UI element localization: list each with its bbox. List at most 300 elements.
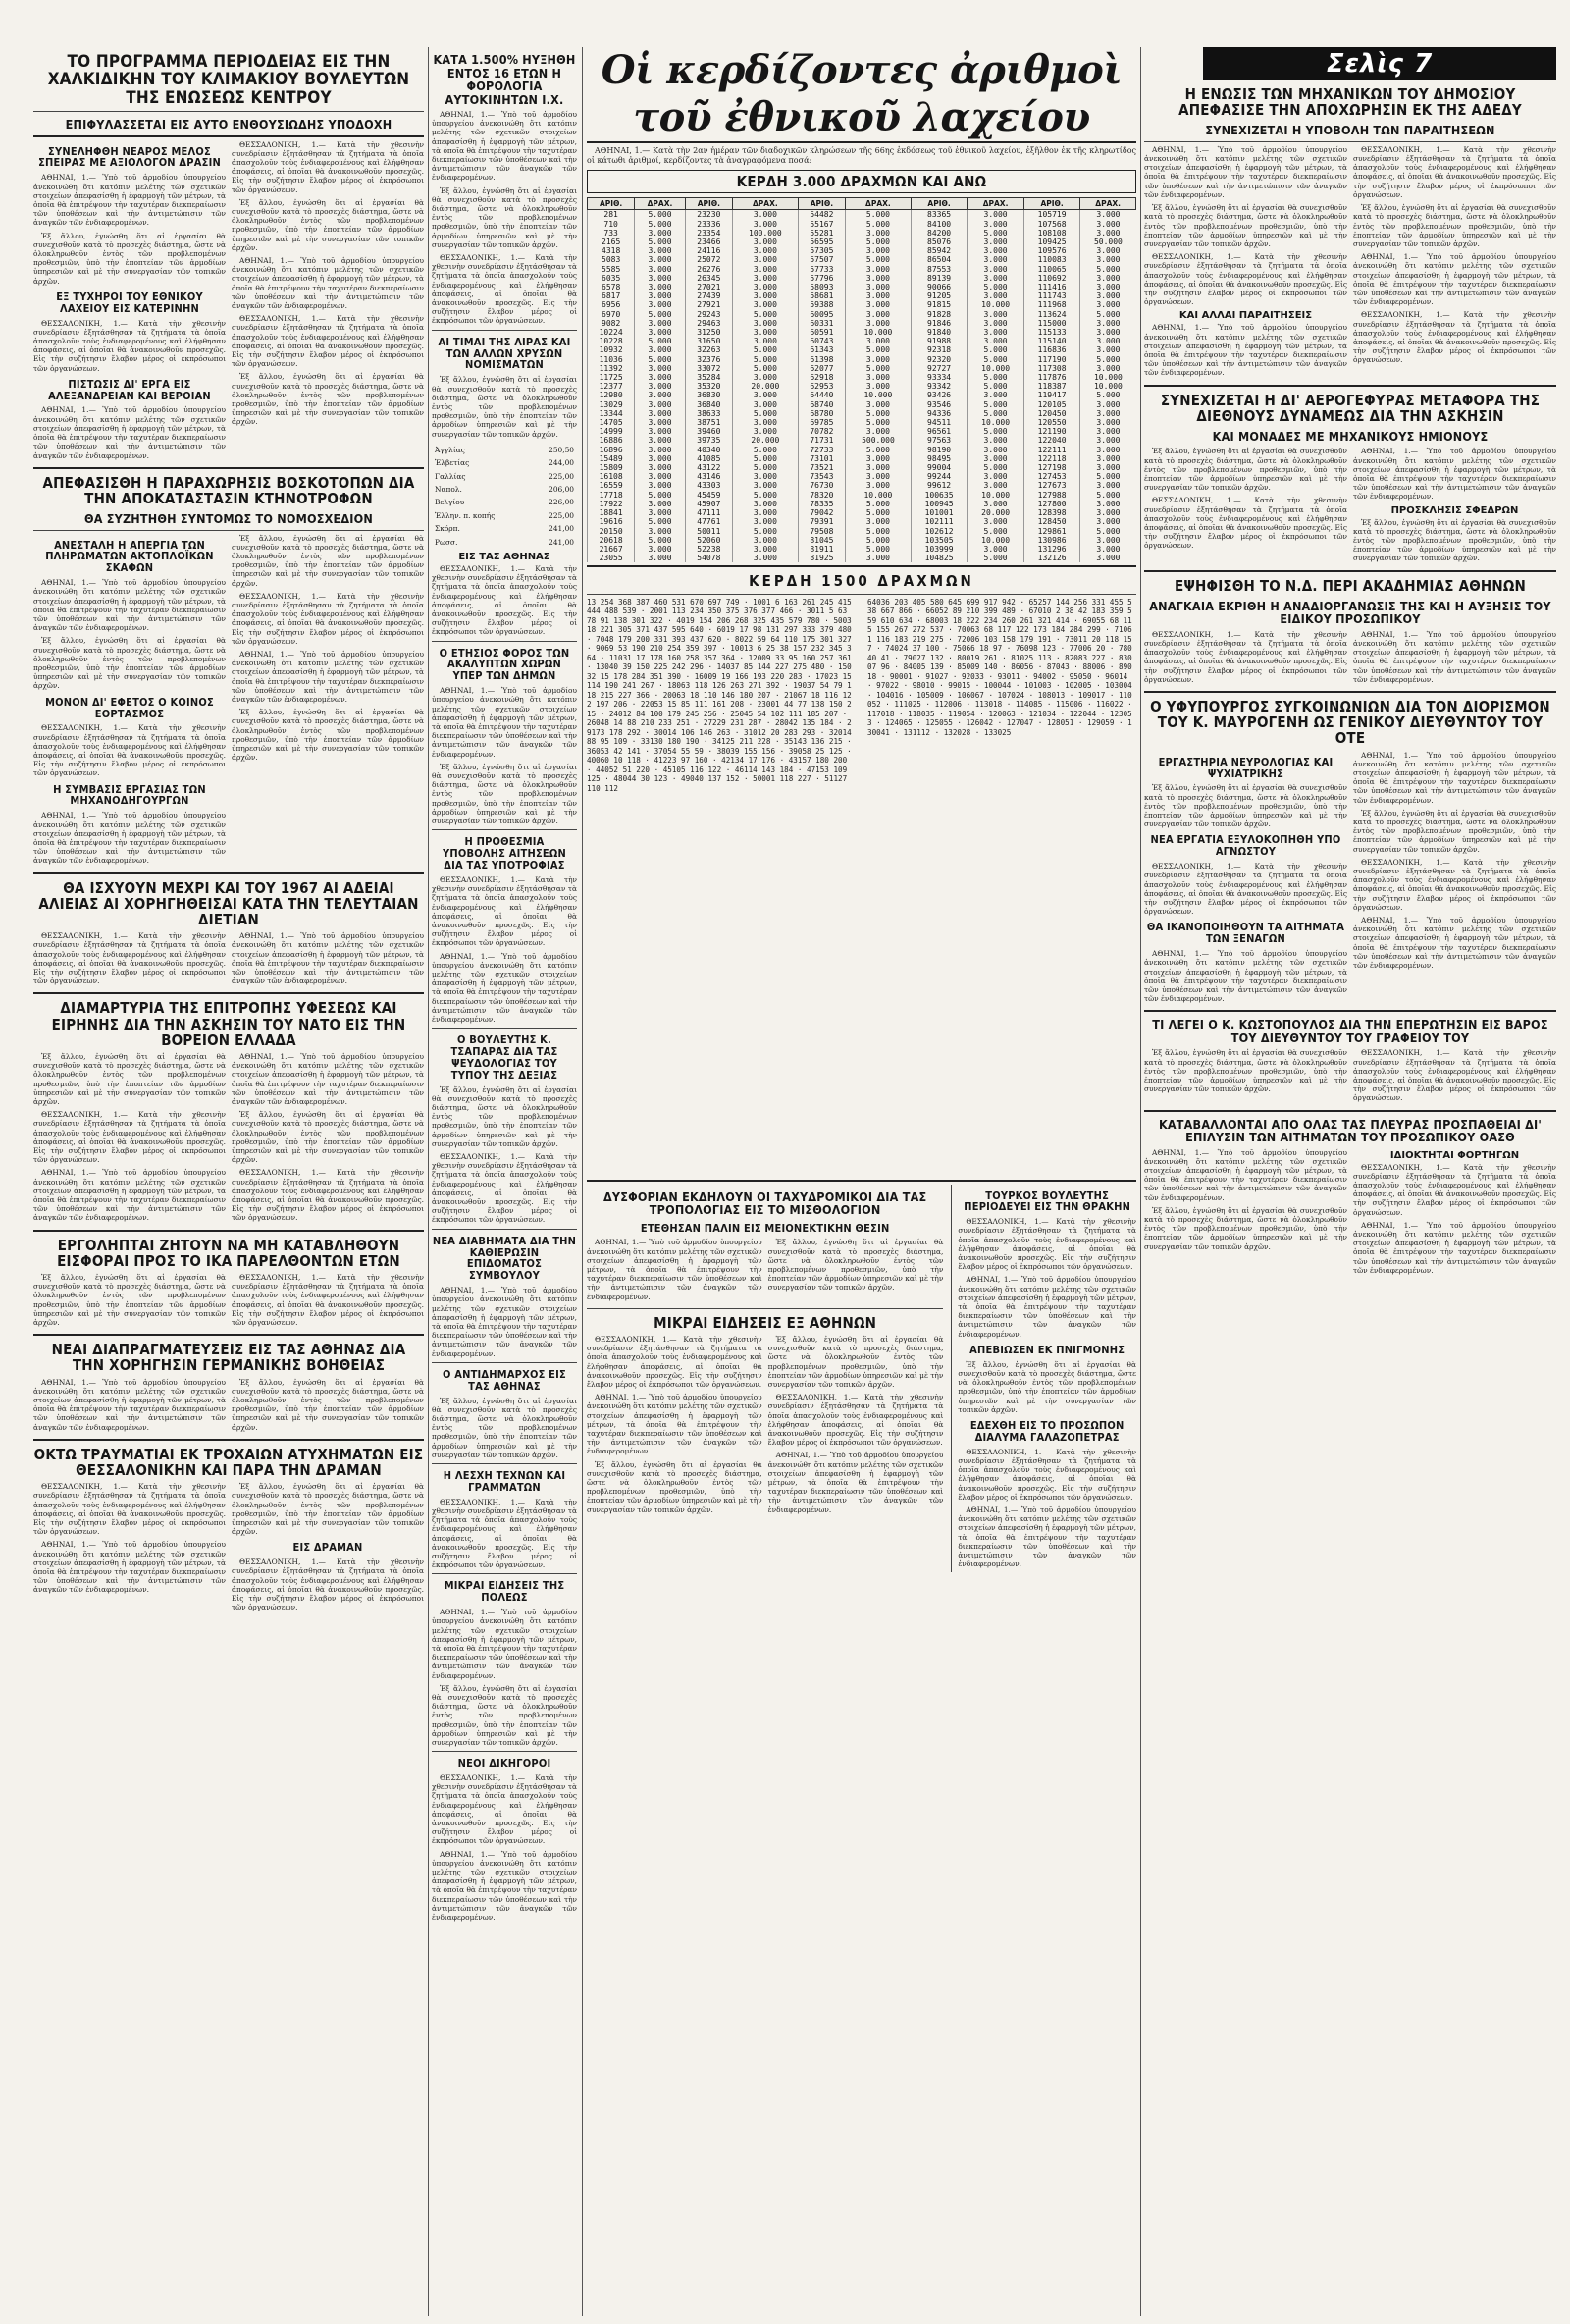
table-cell: 60591 — [798, 328, 845, 337]
table-cell: 39460 — [685, 427, 732, 436]
two-column-block — [1144, 1148, 1556, 1279]
table-cell: 3.000 — [732, 472, 798, 481]
article-text: Ἐξ ἄλλου, ἐγνώσθη ὅτι αἱ ἐργασίαι θὰ συνεχισθοῦν κατὰ τὸ προσεχὲς διάστημα, ὥστε νὰ ὁλοκληρωθοῦν ἐντὸς τῶν προβλεπομένων προθεσμιῶν, ὑπὸ τὴν ἐποπτείαν τῶν ἁρμοδίων ὑπηρεσιῶν καὶ μὲ τὴν συνεργασίαν τῶν τοπικῶν ἀρχῶν. — [1144, 447, 1347, 493]
article-text: ΘΕΣΣΑΛΟΝΙΚΗ, 1.— Κατὰ τὴν χθεσινὴν συνεδρίασιν ἐξητάσθησαν τὰ ζητήματα τὰ ὁποῖα ἀπασχολοῦν τοὺς ἐνδιαφερομένους καὶ ἐλήφθησαν ἀποφάσεις, αἱ ὁποῖαι θὰ ἀνακοινωθοῦν προσεχῶς. Εἰς τὴν συζήτησιν ἔλαβον μέρος οἱ ἐκπρόσωποι τῶν ὀργανώσεων. — [958, 1447, 1136, 1502]
article-text: ΑΘΗΝΑΙ, 1.— Ὑπὸ τοῦ ἁρμοδίου ὑπουργείου ἀνεκοινώθη ὅτι κατόπιν μελέτης τῶν σχετικῶν στοιχείων ἀπεφασίσθη ἡ ἐφαρμογὴ τῶν μέτρων, τὰ ὁποῖα θὰ ἐπιτρέψουν τὴν ταχυτέραν διεκπεραίωσιν τῶν ὑποθέσεων καὶ τὴν ἀντιμετώπισιν τῶν ἀναγκῶν τῶν ἐνδιαφερομένων. — [33, 173, 226, 228]
table-cell: 3.000 — [732, 274, 798, 283]
table-cell: 5.000 — [846, 536, 912, 545]
table-cell: 3.000 — [968, 291, 1024, 300]
table-row — [588, 265, 1136, 274]
table-cell: 5.000 — [732, 463, 798, 472]
article-text: Ἐξ ἄλλου, ἐγνώσθη ὅτι αἱ ἐργασίαι θὰ συνεχισθοῦν κατὰ τὸ προσεχὲς διάστημα, ὥστε νὰ ὁλοκληρωθοῦν ἐντὸς τῶν προβλεπομένων προθεσμιῶν, ὑπὸ τὴν ἐποπτείαν τῶν ἁρμοδίων ὑπηρεσιῶν καὶ μὲ τὴν συνεργασίαν τῶν τοπικῶν ἀρχῶν. — [432, 762, 577, 826]
table-cell: 109425 — [1023, 238, 1080, 246]
table-cell: 91988 — [911, 337, 968, 345]
headline: ΝΕΟΙ ΔΙΚΗΓΟΡΟΙ — [457, 1757, 551, 1770]
article-text: ΑΘΗΝΑΙ, 1.— Ὑπὸ τοῦ ἁρμοδίου ὑπουργείου ἀνεκοινώθη ὅτι κατόπιν μελέτης τῶν σχετικῶν στοιχείων ἀπεφασίσθη ἡ ἐφαρμογὴ τῶν μέτρων, τὰ ὁποῖα θὰ ἐπιτρέψουν τὴν ταχυτέραν διεκπεραίωσιν τῶν ὑποθέσεων καὶ τὴν ἀντιμετώπισιν τῶν ἀναγκῶν τῶν ἐνδιαφερομένων. — [958, 1505, 1136, 1569]
divider — [33, 530, 424, 531]
divider — [33, 1230, 424, 1232]
table-cell: 3.000 — [635, 481, 685, 490]
table-cell: 78320 — [798, 491, 845, 500]
table-cell: 5.000 — [1080, 472, 1136, 481]
article-text: ΘΕΣΣΑΛΟΝΙΚΗ, 1.— Κατὰ τὴν χθεσινὴν συνεδρίασιν ἐξητάσθησαν τὰ ζητήματα τὰ ὁποῖα ἀπασχολοῦν τοὺς ἐνδιαφερομένους καὶ ἐλήφθησαν ἀποφάσεις, αἱ ὁποῖαι θὰ ἀνακοινωθοῦν προσεχῶς. Εἰς τὴν συζήτησιν ἔλαβον μέρος οἱ ἐκπρόσωποι τῶν ὀργανώσεων. — [33, 1110, 226, 1165]
article-text: ΑΘΗΝΑΙ, 1.— Ὑπὸ τοῦ ἁρμοδίου ὑπουργείου ἀνεκοινώθη ὅτι κατόπιν μελέτης τῶν σχετικῶν στοιχείων ἀπεφασίσθη ἡ ἐφαρμογὴ τῶν μέτρων, τὰ ὁποῖα θὰ ἐπιτρέψουν τὴν ταχυτέραν διεκπεραίωσιν τῶν ὑποθέσεων καὶ τὴν ἀντιμετώπισιν τῶν ἀναγκῶν τῶν ἐνδιαφερομένων. — [1353, 447, 1556, 502]
table-row — [588, 229, 1136, 238]
table-row — [588, 337, 1136, 345]
table-cell: 94511 — [911, 418, 968, 427]
table-cell: 3.000 — [1080, 364, 1136, 373]
table-cell: 5.000 — [846, 345, 912, 354]
table-cell: 52060 — [685, 536, 732, 545]
table-row — [434, 523, 575, 534]
article-text: ΑΘΗΝΑΙ, 1.— Ὑπὸ τοῦ ἁρμοδίου ὑπουργείου ἀνεκοινώθη ὅτι κατόπιν μελέτης τῶν σχετικῶν στοιχείων ἀπεφασίσθη ἡ ἐφαρμογὴ τῶν μέτρων, τὰ ὁποῖα θὰ ἐπιτρέψουν τὴν ταχυτέραν διεκπεραίωσιν τῶν ὑποθέσεων καὶ τὴν ἀντιμετώπισιν τῶν ἀναγκῶν τῶν ἐνδιαφερομένων. — [587, 1393, 762, 1456]
table-cell: 3.000 — [1080, 220, 1136, 229]
table-cell: 5.000 — [846, 409, 912, 418]
prize-header: ΚΕΡΔΗ 3.000 ΔΡΑΧΜΩΝ ΚΑΙ ΑΝΩ — [736, 173, 987, 190]
table-row — [588, 373, 1136, 382]
table-cell: 81045 — [798, 536, 845, 545]
table-cell: 3.000 — [1080, 274, 1136, 283]
table-cell: 225,00 — [549, 471, 574, 481]
table-header-row — [588, 198, 1136, 210]
table-cell: 3.000 — [635, 554, 685, 562]
table-cell: 5.000 — [968, 427, 1024, 436]
table-cell: 107568 — [1023, 220, 1080, 229]
table-cell: 3.000 — [732, 337, 798, 345]
table-cell: 92318 — [911, 345, 968, 354]
article-text: ΘΕΣΣΑΛΟΝΙΚΗ, 1.— Κατὰ τὴν χθεσινὴν συνεδρίασιν ἐξητάσθησαν τὰ ζητήματα τὰ ὁποῖα ἀπασχολοῦν τοὺς ἐνδιαφερομένους καὶ ἐλήφθησαν ἀποφάσεις, αἱ ὁποῖαι θὰ ἀνακοινωθοῦν προσεχῶς. Εἰς τὴν συζήτησιν ἔλαβον μέρος οἱ ἐκπρόσωποι τῶν ὀργανώσεων. — [1144, 252, 1347, 307]
article-text: Ἐξ ἄλλου, ἐγνώσθη ὅτι αἱ ἐργασίαι θὰ συνεχισθοῦν κατὰ τὸ προσεχὲς διάστημα, ὥστε νὰ ὁλοκληρωθοῦν ἐντὸς τῶν προβλεπομένων προθεσμιῶν, ὑπὸ τὴν ἐποπτείαν τῶν ἁρμοδίων ὑπηρεσιῶν καὶ μὲ τὴν συνεργασίαν τῶν τοπικῶν ἀρχῶν. — [232, 1377, 424, 1432]
table-cell: 61343 — [798, 345, 845, 354]
table-cell: 27439 — [685, 291, 732, 300]
table-cell: 85076 — [911, 238, 968, 246]
two-column-block — [587, 1335, 943, 1518]
table-cell: 54482 — [798, 210, 845, 220]
table-cell: 43122 — [685, 463, 732, 472]
table-cell: 100945 — [911, 500, 968, 508]
divider — [1144, 691, 1556, 693]
table-cell: 93426 — [911, 391, 968, 399]
table-cell: 130986 — [1023, 536, 1080, 545]
table-cell: 5.000 — [846, 220, 912, 229]
table-cell: 3.000 — [635, 229, 685, 238]
article-text: ΘΕΣΣΑΛΟΝΙΚΗ, 1.— Κατὰ τὴν χθεσινὴν συνεδρίασιν ἐξητάσθησαν τὰ ζητήματα τὰ ὁποῖα ἀπασχολοῦν τοὺς ἐνδιαφερομένους καὶ ἐλήφθησαν ἀποφάσεις, αἱ ὁποῖαι θὰ ἀνακοινωθοῦν προσεχῶς. Εἰς τὴν συζήτησιν ἔλαβον μέρος οἱ ἐκπρόσωποι τῶν ὀργανώσεων. — [232, 1558, 424, 1612]
article-text: ΘΕΣΣΑΛΟΝΙΚΗ, 1.— Κατὰ τὴν χθεσινὴν συνεδρίασιν ἐξητάσθησαν τὰ ζητήματα τὰ ὁποῖα ἀπασχολοῦν τοὺς ἐνδιαφερομένους καὶ ἐλήφθησαν ἀποφάσεις, αἱ ὁποῖαι θὰ ἀνακοινωθοῦν προσεχῶς. Εἰς τὴν συζήτησιν ἔλαβον μέρος οἱ ἐκπρόσωποι τῶν ὀργανώσεων. — [432, 874, 577, 948]
article-text: ΑΘΗΝΑΙ, 1.— Ὑπὸ τοῦ ἁρμοδίου ὑπουργείου ἀνεκοινώθη ὅτι κατόπιν μελέτης τῶν σχετικῶν στοιχείων ἀπεφασίσθη ἡ ἐφαρμογὴ τῶν μέτρων, τὰ ὁποῖα θὰ ἐπιτρέψουν τὴν ταχυτέραν διεκπεραίωσιν τῶν ὑποθέσεων καὶ τὴν ἀντιμετώπισιν τῶν ἀναγκῶν τῶν ἐνδιαφερομένων. — [33, 811, 226, 866]
table-cell: 3.000 — [846, 265, 912, 274]
divider — [587, 1180, 1136, 1182]
headline: ΚΑΤΑΒΑΛΛΟΝΤΑΙ ΑΠΟ ΟΛΑΣ ΤΑΣ ΠΛΕΥΡΑΣ ΠΡΟΣΠΑΘΕΙΑΙ ΔΙ' ΕΠΙΛΥΣΙΝ ΤΩΝ ΑΙΤΗΜΑΤΩΝ ΤΟΥ ΠΡΟΣΩΠΙΚΟΥ ΟΑΣΘ — [1158, 1116, 1543, 1145]
table-cell: 92320 — [911, 355, 968, 364]
table-cell: 3.000 — [732, 481, 798, 490]
table-cell: 23466 — [685, 238, 732, 246]
table-cell: 73101 — [798, 454, 845, 463]
divider — [432, 829, 577, 830]
table-cell: 109576 — [1023, 246, 1080, 255]
table-cell: 3.000 — [846, 400, 912, 409]
table-cell: 54078 — [685, 554, 732, 562]
table-cell: 3.000 — [1080, 246, 1136, 255]
table-cell: 3.000 — [635, 409, 685, 418]
table-cell: 32263 — [685, 345, 732, 354]
table-cell: 3.000 — [846, 463, 912, 472]
table-cell: 40340 — [685, 446, 732, 454]
article-text: Ἐξ ἄλλου, ἐγνώσθη ὅτι αἱ ἐργασίαι θὰ συνεχισθοῦν κατὰ τὸ προσεχὲς διάστημα, ὥστε νὰ ὁλοκληρωθοῦν ἐντὸς τῶν προβλεπομένων προθεσμιῶν, ὑπὸ τὴν ἐποπτείαν τῶν ἁρμοδίων ὑπηρεσιῶν καὶ μὲ τὴν συνεργασίαν τῶν τοπικῶν ἀρχῶν. — [587, 1459, 762, 1514]
table-cell: 120550 — [1023, 418, 1080, 427]
headline: ΑΠΕΒΙΩΣΕΝ ΕΚ ΠΝΙΓΜΟΝΗΣ — [969, 1343, 1125, 1356]
table-cell: 127800 — [1023, 500, 1080, 508]
article-text: ΑΘΗΝΑΙ, 1.— Ὑπὸ τοῦ ἁρμοδίου ὑπουργείου ἀνεκοινώθη ὅτι κατόπιν μελέτης τῶν σχετικῶν στοιχείων ἀπεφασίσθη ἡ ἐφαρμογὴ τῶν μέτρων, τὰ ὁποῖα θὰ ἐπιτρέψουν τὴν ταχυτέραν διεκπεραίωσιν τῶν ὑποθέσεων καὶ τὴν ἀντιμετώπισιν τῶν ἀναγκῶν τῶν ἐνδιαφερομένων. — [232, 1051, 424, 1106]
article-text: ΘΕΣΣΑΛΟΝΙΚΗ, 1.— Κατὰ τὴν χθεσινὴν συνεδρίασιν ἐξητάσθησαν τὰ ζητήματα τὰ ὁποῖα ἀπασχολοῦν τοὺς ἐνδιαφερομένους καὶ ἐλήφθησαν ἀποφάσεις, αἱ ὁποῖαι θὰ ἀνακοινωθοῦν προσεχῶς. Εἰς τὴν συζήτησιν ἔλαβον μέρος οἱ ἐκπρόσωποι τῶν ὀργανώσεων. — [1353, 310, 1556, 365]
headline: ΣΥΝΕΧΙΖΕΤΑΙ Η ΔΙ' ΑΕΡΟΓΕΦΥΡΑΣ ΜΕΤΑΦΟΡΑ ΤΗΣ ΔΙΕΘΝΟΥΣ ΔΥΝΑΜΕΩΣ ΔΙΑ ΤΗΝ ΑΣΚΗΣΙΝ — [1160, 391, 1541, 425]
article-text: Ἐξ ἄλλου, ἐγνώσθη ὅτι αἱ ἐργασίαι θὰ συνεχισθοῦν κατὰ τὸ προσεχὲς διάστημα, ὥστε νὰ ὁλοκληρωθοῦν ἐντὸς τῶν προβλεπομένων προθεσμιῶν, ὑπὸ τὴν ἐποπτείαν τῶν ἁρμοδίων ὑπηρεσιῶν καὶ μὲ τὴν συνεργασίαν τῶν τοπικῶν ἀρχῶν. — [232, 1110, 424, 1165]
table-cell: 23055 — [588, 554, 635, 562]
table-cell: 41085 — [685, 454, 732, 463]
table-cell: 62953 — [798, 382, 845, 391]
table-cell: 3.000 — [635, 463, 685, 472]
table-cell: 5.000 — [968, 400, 1024, 409]
table-cell: 52238 — [685, 545, 732, 554]
table-cell: 128450 — [1023, 517, 1080, 526]
article-text: ΑΘΗΝΑΙ, 1.— Ὑπὸ τοῦ ἁρμοδίου ὑπουργείου ἀνεκοινώθη ὅτι κατόπιν μελέτης τῶν σχετικῶν στοιχείων ἀπεφασίσθη ἡ ἐφαρμογὴ τῶν μέτρων, τὰ ὁποῖα θὰ ἐπιτρέψουν τὴν ταχυτέραν διεκπεραίωσιν τῶν ὑποθέσεων καὶ τὴν ἀντιμετώπισιν τῶν ἀναγκῶν τῶν ἐνδιαφερομένων. — [432, 686, 577, 759]
table-cell: 5.000 — [968, 527, 1024, 536]
table-cell: 64440 — [798, 391, 845, 399]
article-text: ΘΕΣΣΑΛΟΝΙΚΗ, 1.— Κατὰ τὴν χθεσινὴν συνεδρίασιν ἐξητάσθησαν τὰ ζητήματα τὰ ὁποῖα ἀπασχολοῦν τοὺς ἐνδιαφερομένους καὶ ἐλήφθησαν ἀποφάσεις, αἱ ὁποῖαι θὰ ἀνακοινωθοῦν προσεχῶς. Εἰς τὴν συζήτησιν ἔλαβον μέρος οἱ ἐκπρόσωποι τῶν ὀργανώσεων. — [1144, 496, 1347, 551]
table-cell: 79391 — [798, 517, 845, 526]
prize-header-box — [587, 170, 1136, 193]
headline: ΤΟΥΡΚΟΣ ΒΟΥΛΕΥΤΗΣ ΠΕΡΙΟΔΕΥΕΙ ΕΙΣ ΤΗΝ ΘΡΑΚΗΝ — [964, 1188, 1131, 1214]
table-cell: 3.000 — [968, 500, 1024, 508]
table-cell: 23230 — [685, 210, 732, 220]
table-cell: 5.000 — [968, 554, 1024, 562]
table-cell: 3.000 — [968, 436, 1024, 445]
two-column-block — [1144, 145, 1556, 382]
headline: ΝΕΑ ΕΡΓΑΤΙΑ ΕΞΥΛΟΚΟΠΗΘΗ ΥΠΟ ΑΓΝΩΣΤΟΥ — [1150, 833, 1341, 859]
table-cell: 6970 — [588, 310, 635, 319]
article-text: ΑΘΗΝΑΙ, 1.— Ὑπὸ τοῦ ἁρμοδίου ὑπουργείου ἀνεκοινώθη ὅτι κατόπιν μελέτης τῶν σχετικῶν στοιχείων ἀπεφασίσθη ἡ ἐφαρμογὴ τῶν μέτρων, τὰ ὁποῖα θὰ ἐπιτρέψουν τὴν ταχυτέραν διεκπεραίωσιν τῶν ὑποθέσεων καὶ τὴν ἀντιμετώπισιν τῶν ἀναγκῶν τῶν ἐνδιαφερομένων. — [767, 1451, 944, 1514]
subheadline: ΘΑ ΣΥΖΗΤΗΘΗ ΣΥΝΤΟΜΩΣ ΤΟ ΝΟΜΟΣΧΕΔΙΟΝ — [83, 511, 374, 527]
two-column-block — [33, 534, 424, 870]
table-cell: 111416 — [1023, 283, 1080, 291]
table-cell: 3.000 — [968, 328, 1024, 337]
headline: ΟΚΤΩ ΤΡΑΥΜΑΤΙΑΙ ΕΚ ΤΡΟΧΑΙΩΝ ΑΤΥΧΗΜΑΤΩΝ ΕΙΣ ΘΕΣΣΑΛΟΝΙΚΗΝ ΚΑΙ ΠΑΡΑ ΤΗΝ ΔΡΑΜΑΝ — [33, 1445, 424, 1479]
table-cell: 50011 — [685, 527, 732, 536]
table-cell: 3.000 — [635, 246, 685, 255]
table-cell: 3.000 — [732, 246, 798, 255]
table-cell: 13344 — [588, 409, 635, 418]
headline: ΜΙΚΡΑΙ ΕΙΔΗΣΕΙΣ ΤΗΣ ΠΟΛΕΩΣ — [444, 1579, 565, 1605]
table-cell: 36840 — [685, 400, 732, 409]
table-cell: 3.000 — [1080, 418, 1136, 427]
lottery-masthead: Οἱ κερδίζοντες ἀριθμοὶ τοῦ ἐθνικοῦ λαχείου — [587, 47, 1136, 143]
table-cell: 58093 — [798, 283, 845, 291]
table-cell: 128398 — [1023, 508, 1080, 517]
article-text: ΘΕΣΣΑΛΟΝΙΚΗ, 1.— Κατὰ τὴν χθεσινὴν συνεδρίασιν ἐξητάσθησαν τὰ ζητήματα τὰ ὁποῖα ἀπασχολοῦν τοὺς ἐνδιαφερομένους καὶ ἐλήφθησαν ἀποφάσεις, αἱ ὁποῖαι θὰ ἀνακοινωθοῦν προσεχῶς. Εἰς τὴν συζήτησιν ἔλαβον μέρος οἱ ἐκπρόσωποι τῶν ὀργανώσεων. — [1353, 144, 1556, 199]
table-cell: 3.000 — [1080, 291, 1136, 300]
article-text: ΘΕΣΣΑΛΟΝΙΚΗ, 1.— Κατὰ τὴν χθεσινὴν συνεδρίασιν ἐξητάσθησαν τὰ ζητήματα τὰ ὁποῖα ἀπασχολοῦν τοὺς ἐνδιαφερομένους καὶ ἐλήφθησαν ἀποφάσεις, αἱ ὁποῖαι θὰ ἀνακοινωθοῦν προσεχῶς. Εἰς τὴν συζήτησιν ἔλαβον μέρος οἱ ἐκπρόσωποι τῶν ὀργανώσεων. — [432, 563, 577, 637]
table-cell: 127673 — [1023, 481, 1080, 490]
article-text: Ἐξ ἄλλου, ἐγνώσθη ὅτι αἱ ἐργασίαι θὰ συνεχισθοῦν κατὰ τὸ προσεχὲς διάστημα, ὥστε νὰ ὁλοκληρωθοῦν ἐντὸς τῶν προβλεπομένων προθεσμιῶν, ὑπὸ τὴν ἐποπτείαν τῶν ἁρμοδίων ὑπηρεσιῶν καὶ μὲ τὴν συνεργασίαν τῶν τοπικῶν ἀρχῶν. — [1144, 783, 1347, 829]
table-cell: 83365 — [911, 210, 968, 220]
table-row — [588, 274, 1136, 283]
headline: ΝΕΑ ΔΙΑΒΗΜΑΤΑ ΔΙΑ ΤΗΝ ΚΑΘΙΕΡΩΣΙΝ ΕΠΙΔΟΜΑΤΟΣ ΣΥΜΒΟΥΛΟΥ — [432, 1234, 577, 1283]
table-cell: 3.000 — [1080, 345, 1136, 354]
table-cell: 3.000 — [846, 554, 912, 562]
article-text: ΘΕΣΣΑΛΟΝΙΚΗ, 1.— Κατὰ τὴν χθεσινὴν συνεδρίασιν ἐξητάσθησαν τὰ ζητήματα τὰ ὁποῖα ἀπασχολοῦν τοὺς ἐνδιαφερομένους καὶ ἐλήφθησαν ἀποφάσεις, αἱ ὁποῖαι θὰ ἀνακοινωθοῦν προσεχῶς. Εἰς τὴν συζήτησιν ἔλαβον μέρος οἱ ἐκπρόσωποι τῶν ὀργανώσεων. — [232, 1168, 424, 1223]
table-cell: 70782 — [798, 427, 845, 436]
two-column-block — [33, 1378, 424, 1436]
table-cell: 3.000 — [732, 265, 798, 274]
table-row — [588, 472, 1136, 481]
table-cell: 117876 — [1023, 373, 1080, 382]
article-text: ΑΘΗΝΑΙ, 1.— Ὑπὸ τοῦ ἁρμοδίου ὑπουργείου ἀνεκοινώθη ὅτι κατόπιν μελέτης τῶν σχετικῶν στοιχείων ἀπεφασίσθη ἡ ἐφαρμογὴ τῶν μέτρων, τὰ ὁποῖα θὰ ἐπιτρέψουν τὴν ταχυτέραν διεκπεραίωσιν τῶν ὑποθέσεων καὶ τὴν ἀντιμετώπισιν τῶν ἀναγκῶν τῶν ἐνδιαφερομένων. — [432, 1608, 577, 1680]
table-row — [588, 291, 1136, 300]
divider — [1144, 141, 1556, 142]
table-cell: 68780 — [798, 409, 845, 418]
headline: ΕΡΓΑΣΤΗΡΙΑ ΝΕΥΡΟΛΟΓΙΑΣ ΚΑΙ ΨΥΧΙΑΤΡΙΚΗΣ — [1158, 755, 1334, 780]
table-header-cell: ΔΡΑΧ. — [732, 198, 798, 210]
table-cell: 25072 — [685, 255, 732, 264]
table-cell: 3.000 — [635, 436, 685, 445]
table-cell: 2165 — [588, 238, 635, 246]
table-cell: 3.000 — [1080, 337, 1136, 345]
table-cell: 79042 — [798, 508, 845, 517]
headline: Ο ΒΟΥΛΕΥΤΗΣ Κ. ΤΣΑΠΑΡΑΣ ΔΙΑ ΤΑΣ ΨΕΥΔΟΛΟΓΙΑΣ ΤΟΥ ΤΥΠΟΥ ΤΗΣ ΔΕΞΙΑΣ — [450, 1033, 558, 1082]
table-cell: 20618 — [588, 536, 635, 545]
table-cell: 14705 — [588, 418, 635, 427]
table-cell: 98190 — [911, 446, 968, 454]
table-cell: 103505 — [911, 536, 968, 545]
table-cell: 3.000 — [1080, 300, 1136, 309]
table-cell: 3.000 — [1080, 319, 1136, 328]
table-cell: 3.000 — [846, 283, 912, 291]
article-text: Ἐξ ἄλλου, ἐγνώσθη ὅτι αἱ ἐργασίαι θὰ συνεχισθοῦν κατὰ τὸ προσεχὲς διάστημα, ὥστε νὰ ὁλοκληρωθοῦν ἐντὸς τῶν προβλεπομένων προθεσμιῶν, ὑπὸ τὴν ἐποπτείαν τῶν ἁρμοδίων ὑπηρεσιῶν καὶ μὲ τὴν συνεργασίαν τῶν τοπικῶν ἀρχῶν. — [1353, 203, 1556, 248]
table-cell: 3.000 — [846, 291, 912, 300]
table-cell: 20.000 — [732, 382, 798, 391]
table-cell: 5.000 — [1080, 265, 1136, 274]
table-cell: 5.000 — [846, 364, 912, 373]
divider — [587, 565, 1136, 567]
column-rule — [582, 47, 583, 2316]
two-column-block — [33, 1482, 424, 1615]
table-cell: 102612 — [911, 527, 968, 536]
table-cell: 3.000 — [1080, 517, 1136, 526]
table-cell: 206,00 — [549, 484, 574, 494]
table-cell: 79508 — [798, 527, 845, 536]
table-cell: 5.000 — [846, 508, 912, 517]
table-cell: 3.000 — [968, 265, 1024, 274]
table-cell: 17922 — [588, 500, 635, 508]
column-rule — [1140, 47, 1141, 2316]
table-cell: 113624 — [1023, 310, 1080, 319]
table-header-cell: ΑΡΙΘ. — [588, 198, 635, 210]
table-row — [588, 446, 1136, 454]
table-cell: 120105 — [1023, 400, 1080, 409]
headline: ΑΙ ΤΙΜΑΙ ΤΗΣ ΛΙΡΑΣ ΚΑΙ ΤΩΝ ΑΛΛΩΝ ΧΡΥΣΩΝ ΝΟΜΙΣΜΑΤΩΝ — [438, 335, 571, 372]
table-cell: 31250 — [685, 328, 732, 337]
table-cell: 3.000 — [968, 220, 1024, 229]
table-cell: 3.000 — [968, 319, 1024, 328]
table-cell: 57305 — [798, 246, 845, 255]
article-text: Ἐξ ἄλλου, ἐγνώσθη ὅτι αἱ ἐργασίαι θὰ συνεχισθοῦν κατὰ τὸ προσεχὲς διάστημα, ὥστε νὰ ὁλοκληρωθοῦν ἐντὸς τῶν προβλεπομένων προθεσμιῶν, ὑπὸ τὴν ἐποπτείαν τῶν ἁρμοδίων ὑπηρεσιῶν καὶ μὲ τὴν συνεργασίαν τῶν τοπικῶν ἀρχῶν. — [1353, 517, 1556, 563]
table-cell: 127988 — [1023, 491, 1080, 500]
table-cell: 5.000 — [846, 418, 912, 427]
table-cell: 91840 — [911, 328, 968, 337]
divider — [432, 1751, 577, 1752]
table-cell: 10.000 — [846, 391, 912, 399]
table-cell: 21667 — [588, 545, 635, 554]
table-cell: 3.000 — [968, 238, 1024, 246]
divider — [33, 135, 424, 137]
table-cell: 5.000 — [846, 446, 912, 454]
headline: ΑΝΕΣΤΑΛΗ Η ΑΠΕΡΓΙΑ ΤΩΝ ΠΛΗΡΩΜΑΤΩΝ ΑΚΤΟΠΛΟΪΚΩΝ ΣΚΑΦΩΝ — [45, 538, 214, 575]
table-cell: Βελγίου — [435, 498, 465, 507]
divider — [33, 872, 424, 874]
table-cell: 3.000 — [1080, 427, 1136, 436]
table-cell: 90066 — [911, 283, 968, 291]
table-cell: 27921 — [685, 300, 732, 309]
table-row — [434, 457, 575, 468]
table-cell: 20.000 — [968, 508, 1024, 517]
table-cell: 3.000 — [846, 274, 912, 283]
table-cell: 3.000 — [635, 427, 685, 436]
table-cell: 10224 — [588, 328, 635, 337]
table-cell: 129861 — [1023, 527, 1080, 536]
article-text: ΑΘΗΝΑΙ, 1.— Ὑπὸ τοῦ ἁρμοδίου ὑπουργείου ἀνεκοινώθη ὅτι κατόπιν μελέτης τῶν σχετικῶν στοιχείων ἀπεφασίσθη ἡ ἐφαρμογὴ τῶν μέτρων, τὰ ὁποῖα θὰ ἐπιτρέψουν τὴν ταχυτέραν διεκπεραίωσιν τῶν ὑποθέσεων καὶ τὴν ἀντιμετώπισιν τῶν ἀναγκῶν τῶν ἐνδιαφερομένων. — [1144, 1147, 1347, 1202]
headline: ΘΑ ΙΣΧΥΟΥΝ ΜΕΧΡΙ ΚΑΙ ΤΟΥ 1967 ΑΙ ΑΔΕΙΑΙ ΑΛΙΕΙΑΣ ΑΙ ΧΟΡΗΓΗΘΕΙΣΑΙ ΚΑΤΑ ΤΗΝ ΤΕΛΕΥΤΑΙΑΝ ΔΙΕΤΙΑΝ — [38, 878, 419, 928]
table-cell: 3.000 — [846, 229, 912, 238]
table-cell: 5.000 — [732, 345, 798, 354]
table-cell: 9082 — [588, 319, 635, 328]
table-cell: 26276 — [685, 265, 732, 274]
table-row — [588, 517, 1136, 526]
article-text: Ἐξ ἄλλου, ἐγνώσθη ὅτι αἱ ἐργασίαι θὰ συνεχισθοῦν κατὰ τὸ προσεχὲς διάστημα, ὥστε νὰ ὁλοκληρωθοῦν ἐντὸς τῶν προβλεπομένων προθεσμιῶν, ὑπὸ τὴν ἐποπτείαν τῶν ἁρμοδίων ὑπηρεσιῶν καὶ μὲ τὴν συνεργασίαν τῶν τοπικῶν ἀρχῶν. — [432, 1683, 577, 1747]
table-row — [434, 471, 575, 482]
table-cell: 5.000 — [732, 409, 798, 418]
section-label: ΕΙΣ ΔΡΑΜΑΝ — [292, 1541, 363, 1555]
table-cell: 110065 — [1023, 265, 1080, 274]
headline: Η ΕΝΩΣΙΣ ΤΩΝ ΜΗΧΑΝΙΚΩΝ ΤΟΥ ΔΗΜΟΣΙΟΥ ΑΠΕΦΑΣΙΣΕ ΤΗΝ ΑΠΟΧΩΡΗΣΙΝ ΕΚ ΤΗΣ ΑΔΕΔΥ — [1178, 85, 1522, 120]
table-cell: 3.000 — [1080, 283, 1136, 291]
table-cell: 3.000 — [846, 355, 912, 364]
article-text: ΑΘΗΝΑΙ, 1.— Ὑπὸ τοῦ ἁρμοδίου ὑπουργείου ἀνεκοινώθη ὅτι κατόπιν μελέτης τῶν σχετικῶν στοιχείων ἀπεφασίσθη ἡ ἐφαρμογὴ τῶν μέτρων, τὰ ὁποῖα θὰ ἐπιτρέψουν τὴν ταχυτέραν διεκπεραίωσιν τῶν ὑποθέσεων καὶ τὴν ἀντιμετώπισιν τῶν ἀναγκῶν τῶν ἐνδιαφερομένων. — [1144, 144, 1347, 199]
table-cell: 5.000 — [732, 491, 798, 500]
table-cell: 81911 — [798, 545, 845, 554]
headline: ΜΟΝΟΝ ΔΙ' ΕΦΕΤΟΣ Ο ΚΟΙΝΟΣ ΕΟΡΤΑΣΜΟΣ — [45, 695, 214, 720]
table-cell: 3.000 — [732, 418, 798, 427]
table-cell: 47761 — [685, 517, 732, 526]
table-cell: 5.000 — [732, 446, 798, 454]
table-cell: 60095 — [798, 310, 845, 319]
table-cell: 19616 — [588, 517, 635, 526]
table-cell: 5.000 — [968, 345, 1024, 354]
table-cell: 60743 — [798, 337, 845, 345]
table-cell: 5.000 — [846, 210, 912, 220]
table-cell: 5.000 — [732, 310, 798, 319]
table-cell: 10.000 — [968, 418, 1024, 427]
table-cell: 5.000 — [635, 355, 685, 364]
table-cell: 3.000 — [968, 517, 1024, 526]
table-cell: 5.000 — [968, 382, 1024, 391]
table-cell: 10.000 — [968, 536, 1024, 545]
table-cell: 3.000 — [968, 274, 1024, 283]
headline: ΕΨΗΦΙΣΘΗ ΤΟ Ν.Δ. ΠΕΡΙ ΑΚΑΔΗΜΙΑΣ ΑΘΗΝΩΝ — [1174, 576, 1527, 595]
table-row — [588, 310, 1136, 319]
table-cell: 3.000 — [846, 246, 912, 255]
article-text: Ἐξ ἄλλου, ἐγνώσθη ὅτι αἱ ἐργασίαι θὰ συνεχισθοῦν κατὰ τὸ προσεχὲς διάστημα, ὥστε νὰ ὁλοκληρωθοῦν ἐντὸς τῶν προβλεπομένων προθεσμιῶν, ὑπὸ τὴν ἐποπτείαν τῶν ἁρμοδίων ὑπηρεσιῶν καὶ μὲ τὴν συνεργασίαν τῶν τοπικῶν ἀρχῶν. — [33, 636, 226, 691]
table-cell: 5585 — [588, 265, 635, 274]
table-cell: Ἐλβετίας — [435, 458, 470, 468]
table-cell: 10.000 — [846, 491, 912, 500]
table-cell: 24116 — [685, 246, 732, 255]
column-3-lottery — [587, 47, 1136, 2316]
article-text: ΑΘΗΝΑΙ, 1.— Ὑπὸ τοῦ ἁρμοδίου ὑπουργείου ἀνεκοινώθη ὅτι κατόπιν μελέτης τῶν σχετικῶν στοιχείων ἀπεφασίσθη ἡ ἐφαρμογὴ τῶν μέτρων, τὰ ὁποῖα θὰ ἐπιτρέψουν τὴν ταχυτέραν διεκπεραίωσιν τῶν ὑποθέσεων καὶ τὴν ἀντιμετώπισιν τῶν ἀναγκῶν τῶν ἐνδιαφερομένων. — [33, 1168, 226, 1223]
table-cell: 91828 — [911, 310, 968, 319]
article-text: ΘΕΣΣΑΛΟΝΙΚΗ, 1.— Κατὰ τὴν χθεσινὴν συνεδρίασιν ἐξητάσθησαν τὰ ζητήματα τὰ ὁποῖα ἀπασχολοῦν τοὺς ἐνδιαφερομένους καὶ ἐλήφθησαν ἀποφάσεις, αἱ ὁποῖαι θὰ ἀνακοινωθοῦν προσεχῶς. Εἰς τὴν συζήτησιν ἔλαβον μέρος οἱ ἐκπρόσωποι τῶν ὀργανώσεων. — [958, 1217, 1136, 1272]
article-text: ΘΕΣΣΑΛΟΝΙΚΗ, 1.— Κατὰ τὴν χθεσινὴν συνεδρίασιν ἐξητάσθησαν τὰ ζητήματα τὰ ὁποῖα ἀπασχολοῦν τοὺς ἐνδιαφερομένους καὶ ἐλήφθησαν ἀποφάσεις, αἱ ὁποῖαι θὰ ἀνακοινωθοῦν προσεχῶς. Εἰς τὴν συζήτησιν ἔλαβον μέρος οἱ ἐκπρόσωποι τῶν ὀργανώσεων. — [1144, 629, 1347, 684]
table-cell: 3.000 — [732, 427, 798, 436]
table-row — [588, 391, 1136, 399]
table-cell: 5.000 — [732, 355, 798, 364]
table-header-cell: ΔΡΑΧ. — [635, 198, 685, 210]
table-cell: 281 — [588, 210, 635, 220]
table-header-cell: ΑΡΙΘ. — [798, 198, 845, 210]
table-cell: 3.000 — [1080, 463, 1136, 472]
number-list: 64036 203 405 580 645 699 917 942 · 65257 144 256 331 455 538 667 866 · 66052 89 210 399 489 · 67010 2 38 42 183 359 559 610 634 · 68003 18 222 234 260 261 321 414 · 69055 68 115 155 267 272 537 · 70063 68 117 122 173 184 284 299 · 71061 116 183 219 275 · 72006 103 158 179 191 · 73011 20 118 157 · 74024 37 100 · 75066 18 97 · 76098 123 · 77006 20 · 78040 41 · 79027 132 · 80019 261 · 81025 113 · 82083 227 · 83007 96 · 84005 139 · 85009 140 · 86056 · 87043 · 88006 · 89018 · 90001 · 91027 · 92033 · 93011 · 94002 · 95050 · 96014 · 97022 · 98010 · 99015 · 100044 · 101003 · 102005 · 103004 · 104016 · 105009 · 106067 · 107024 · 108013 · 109017 · 110052 · 111025 · 112006 · 113018 · 114085 · 115006 · 116022 · 117018 · 118035 · 119054 · 120063 · 121034 · 122044 · 123053 · 124065 · 125055 · 126042 · 127047 · 128051 · 129059 · 130041 · 131112 · 132028 · 133025 — [867, 597, 1132, 737]
table-cell: 91205 — [911, 291, 968, 300]
section-label: ΚΑΙ ΑΛΛΑΙ ΠΑΡΑΙΤΗΣΕΙΣ — [1178, 310, 1313, 322]
article-text: ΘΕΣΣΑΛΟΝΙΚΗ, 1.— Κατὰ τὴν χθεσινὴν συνεδρίασιν ἐξητάσθησαν τὰ ζητήματα τὰ ὁποῖα ἀπασχολοῦν τοὺς ἐνδιαφερομένους καὶ ἐλήφθησαν ἀποφάσεις, αἱ ὁποῖαι θὰ ἀνακοινωθοῦν προσεχῶς. Εἰς τὴν συζήτησιν ἔλαβον μέρος οἱ ἐκπρόσωποι τῶν ὀργανώσεων. — [232, 139, 424, 194]
table-cell: 3.000 — [1080, 446, 1136, 454]
table-cell: 55167 — [798, 220, 845, 229]
headline: Η ΠΡΟΘΕΣΜΙΑ ΥΠΟΒΟΛΗΣ ΑΙΤΗΣΕΩΝ ΔΙΑ ΤΑΣ ΥΠΟΤΡΟΦΙΑΣ — [443, 835, 566, 872]
table-cell: 3.000 — [846, 472, 912, 481]
article-text: Ἐξ ἄλλου, ἐγνώσθη ὅτι αἱ ἐργασίαι θὰ συνεχισθοῦν κατὰ τὸ προσεχὲς διάστημα, ὥστε νὰ ὁλοκληρωθοῦν ἐντὸς τῶν προβλεπομένων προθεσμιῶν, ὑπὸ τὴν ἐποπτείαν τῶν ἁρμοδίων ὑπηρεσιῶν καὶ μὲ τὴν συνεργασίαν τῶν τοπικῶν ἀρχῶν. — [432, 185, 577, 249]
table-cell: 10932 — [588, 345, 635, 354]
table-cell: 3.000 — [968, 337, 1024, 345]
article-text: ΑΘΗΝΑΙ, 1.— Ὑπὸ τοῦ ἁρμοδίου ὑπουργείου ἀνεκοινώθη ὅτι κατόπιν μελέτης τῶν σχετικῶν στοιχείων ἀπεφασίσθη ἡ ἐφαρμογὴ τῶν μέτρων, τὰ ὁποῖα θὰ ἐπιτρέψουν τὴν ταχυτέραν διεκπεραίωσιν τῶν ὑποθέσεων καὶ τὴν ἀντιμετώπισιν τῶν ἀναγκῶν τῶν ἐνδιαφερομένων. — [432, 1286, 577, 1358]
table-cell: 3.000 — [635, 291, 685, 300]
table-cell: 3.000 — [1080, 554, 1136, 562]
table-cell: 10.000 — [968, 491, 1024, 500]
table-cell: 3.000 — [635, 418, 685, 427]
table-cell: 3.000 — [968, 446, 1024, 454]
table-cell: 3.000 — [1080, 481, 1136, 490]
section-label: ΠΡΟΣΚΛΗΣΙΣ ΣΦΕΔΡΩΝ — [1390, 504, 1519, 516]
article-text: ΘΕΣΣΑΛΟΝΙΚΗ, 1.— Κατὰ τὴν χθεσινὴν συνεδρίασιν ἐξητάσθησαν τὰ ζητήματα τὰ ὁποῖα ἀπασχολοῦν τοὺς ἐνδιαφερομένους καὶ ἐλήφθησαν ἀποφάσεις, αἱ ὁποῖαι θὰ ἀνακοινωθοῦν προσεχῶς. Εἰς τὴν συζήτησιν ἔλαβον μέρος οἱ ἐκπρόσωποι τῶν ὀργανώσεων. — [232, 1272, 424, 1327]
article-text: ΘΕΣΣΑΛΟΝΙΚΗ, 1.— Κατὰ τὴν χθεσινὴν συνεδρίασιν ἐξητάσθησαν τὰ ζητήματα τὰ ὁποῖα ἀπασχολοῦν τοὺς ἐνδιαφερομένους καὶ ἐλήφθησαν ἀποφάσεις, αἱ ὁποῖαι θὰ ἀνακοινωθοῦν προσεχῶς. Εἰς τὴν συζήτησιν ἔλαβον μέρος οἱ ἐκπρόσωποι τῶν ὀργανώσεων. — [1353, 1048, 1556, 1103]
table-row — [588, 283, 1136, 291]
two-column-block — [33, 931, 424, 989]
table-cell: 3.000 — [635, 545, 685, 554]
table-cell: 5.000 — [635, 491, 685, 500]
subheadline: ΕΤΕΘΗΣΑΝ ΠΑΛΙΝ ΕΙΣ ΜΕΙΟΝΕΚΤΙΚΗΝ ΘΕΣΙΝ — [640, 1221, 890, 1235]
two-column-block — [1144, 630, 1556, 688]
divider — [33, 992, 424, 994]
table-cell: 3.000 — [732, 554, 798, 562]
table-cell: 73521 — [798, 463, 845, 472]
table-cell: 58681 — [798, 291, 845, 300]
headline: ΝΕΑΙ ΔΙΑΠΡΑΓΜΑΤΕΥΣΕΙΣ ΕΙΣ ΤΑΣ ΑΘΗΝΑΣ ΔΙΑ ΤΗΝ ΧΟΡΗΓΗΣΙΝ ΓΕΡΜΑΝΙΚΗΣ ΒΟΗΘΕΙΑΣ — [51, 1341, 406, 1375]
article-text: Ἐξ ἄλλου, ἐγνώσθη ὅτι αἱ ἐργασίαι θὰ συνεχισθοῦν κατὰ τὸ προσεχὲς διάστημα, ὥστε νὰ ὁλοκληρωθοῦν ἐντὸς τῶν προβλεπομένων προθεσμιῶν, ὑπὸ τὴν ἐποπτείαν τῶν ἁρμοδίων ὑπηρεσιῶν καὶ μὲ τὴν συνεργασίαν τῶν τοπικῶν ἀρχῶν. — [958, 1359, 1136, 1414]
table-cell: 96561 — [911, 427, 968, 436]
table-cell: 3.000 — [635, 300, 685, 309]
table-cell: 5.000 — [846, 255, 912, 264]
table-cell: 99612 — [911, 481, 968, 490]
table-cell: 11725 — [588, 373, 635, 382]
table-cell: 43146 — [685, 472, 732, 481]
table-cell: 81925 — [798, 554, 845, 562]
table-cell: 3.000 — [846, 427, 912, 436]
